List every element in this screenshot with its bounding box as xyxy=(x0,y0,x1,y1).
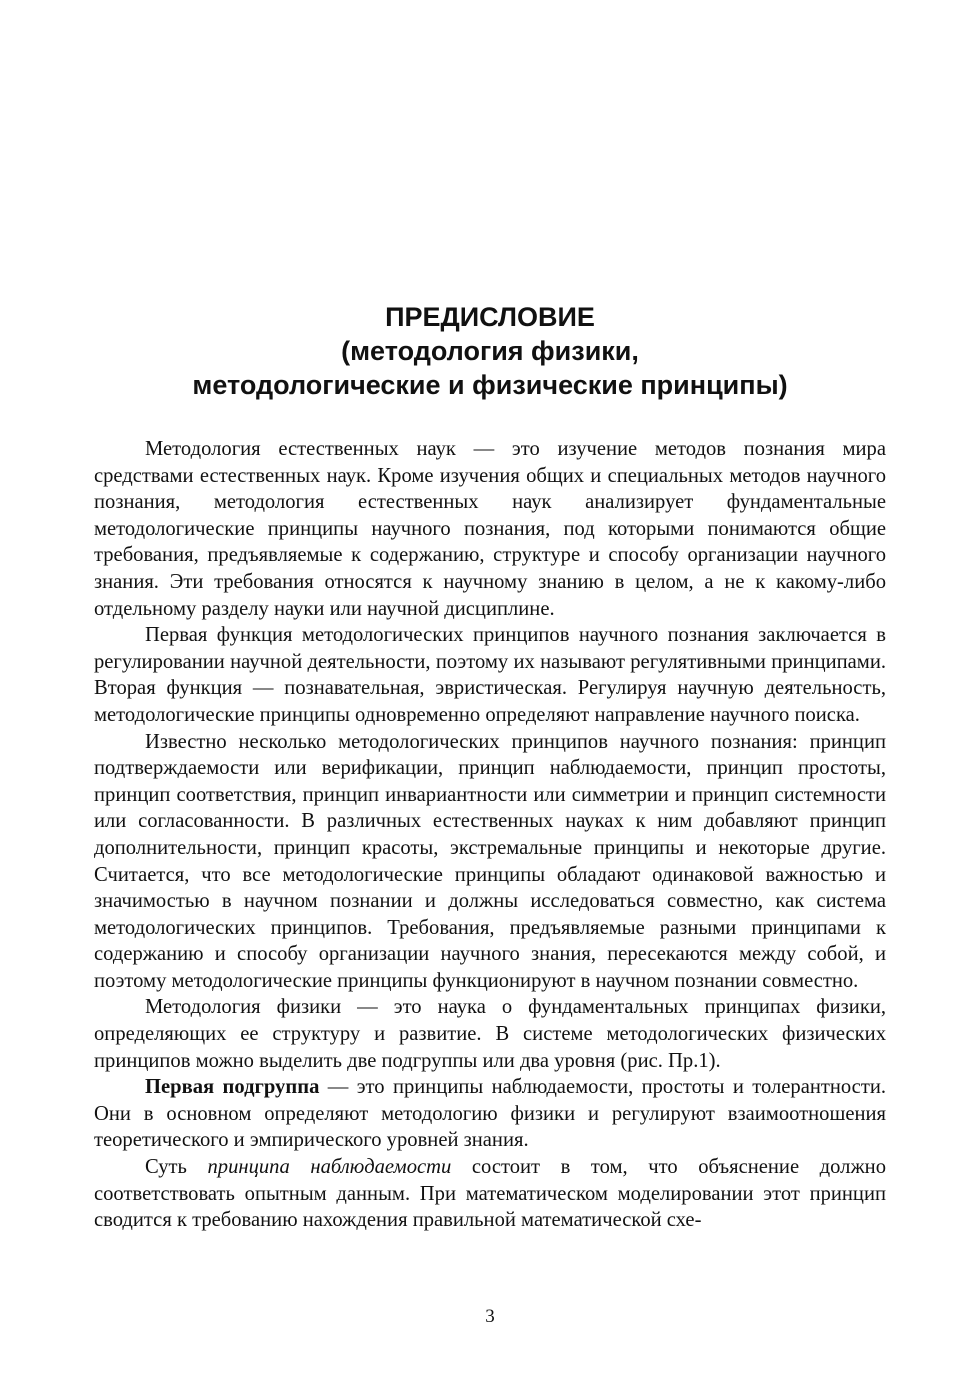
paragraph-1: Методология естественных наук — это изучение методов познания мира средствами естественных наук. Кроме изучения общих и специальных методов научного познания, методология естественных наук анализирует фундаментальные методологические принципы научного познания, под которыми понимаются общие требования, предъявляемые к содержанию, структуре и способу организации научного знания. Эти требования относятся к научному знанию в целом, а не к какому-либо отдельному разделу науки или научной дисциплине. xyxy=(94,438,886,620)
chapter-title xyxy=(94,300,886,402)
page-number: 3 xyxy=(485,1306,495,1327)
body-text xyxy=(94,436,886,1234)
italic-term: принципа наблюдаемости xyxy=(207,1156,452,1179)
paragraph-5: Первая подгруппа — это принципы наблюдаемости, простоты и толерантности. Они в основном определяют методологию физики и регулируют взаимоотношения теоретического и эмпирического уровней знания. xyxy=(94,1076,886,1152)
page-content xyxy=(94,300,886,1234)
paragraph-4: Методология физики — это наука о фундаментальных принципах физики, определяющих ее структуру и развитие. В системе методологических физических принципов можно выделить две подгруппы или два уровня (рис. Пр.1). xyxy=(94,996,886,1072)
bold-term: Первая подгруппа xyxy=(145,1076,320,1099)
paragraph-2: Первая функция методологических принципов научного познания заключается в регулировании научной деятельности, поэтому их называют регулятивными принципами. Вторая функция — познавательная, эвристическая. Регулируя научную деятельность, методологические принципы одновременно определяют направление научного поиска. xyxy=(94,624,886,726)
title-line-2: (методология физики, xyxy=(341,336,639,366)
paragraph-6: Суть принципа наблюдаемости состоит в том, что объяснение должно соответствовать опытным данным. При математическом моделировании этот принцип сводится к требованию нахождения правильной математической схе- xyxy=(94,1156,886,1232)
title-line-3: методологические и физические принципы) xyxy=(192,370,788,400)
paragraph-3: Известно несколько методологических принципов научного познания: принцип подтверждаемости или верификации, принцип наблюдаемости, принцип простоты, принцип соответствия, принцип инвариантности или симметрии и принцип системности или согласованности. В различных естественных науках к ним добавляют принцип дополнительности, принцип красоты, экстремальные принципы и некоторые другие. Считается, что все методологические принципы обладают одинаковой важностью и значимостью в научном познании и должны исследоваться совместно, как система методологических принципов. Требования, предъявляемые разными принципами к содержанию и способу организации научного знания, пересекаются между собой, и поэтому методологические принципы функционируют в научном познании совместно. xyxy=(94,730,886,992)
title-line-1: ПРЕДИСЛОВИЕ xyxy=(385,302,595,332)
